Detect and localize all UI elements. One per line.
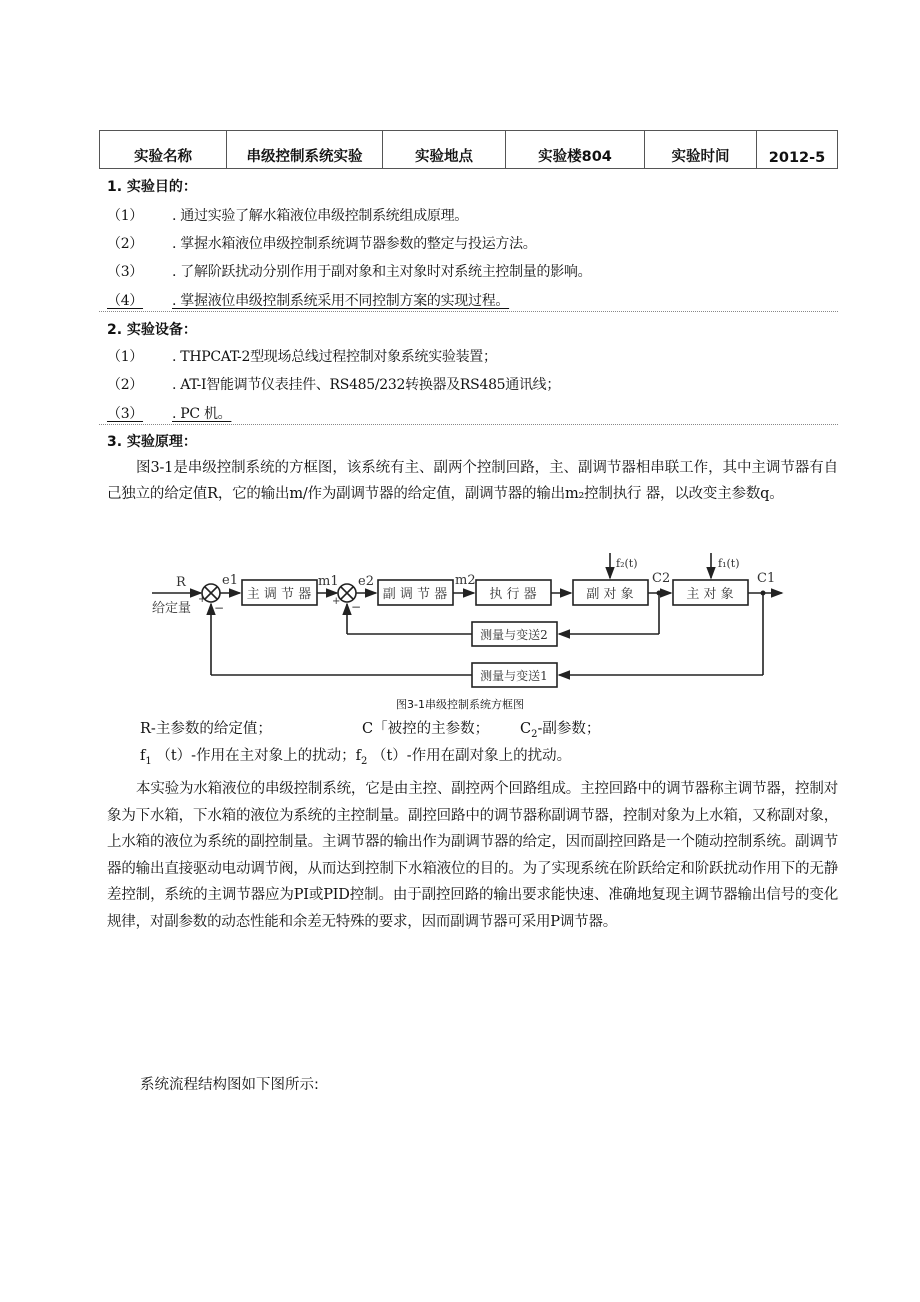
svg-text:+: + xyxy=(332,596,341,607)
e1-label: e1 xyxy=(222,573,238,588)
label-experiment-name: 实验名称 xyxy=(100,131,227,169)
m2-label: m2 xyxy=(455,573,476,588)
item-number: （4） xyxy=(107,293,144,309)
m1-label: m1 xyxy=(318,574,339,589)
principle-body-paragraph xyxy=(107,776,838,935)
legend-line-2: $f_1$ （t）-作用在主对象上的扰动；$f_2$ （t）-作用在副对象上的扰动。 xyxy=(140,748,572,767)
item-text: . THPCAT-2型现场总线过程控制对象系统实验装置； xyxy=(172,349,497,365)
section-title-equipment: 2. 实验设备： xyxy=(107,322,197,338)
item-text: . 通过实验了解水箱液位串级控制系统组成原理。 xyxy=(172,208,468,224)
item-number: （1） xyxy=(107,349,144,365)
section-divider xyxy=(99,311,838,312)
block-main-object: 主 对 象 xyxy=(686,587,734,602)
svg-text:−: − xyxy=(351,600,362,614)
c1-label: C1 xyxy=(757,571,776,586)
input-label: R xyxy=(176,575,186,590)
section-divider xyxy=(99,424,838,425)
block-transmitter-1: 测量与变送1 xyxy=(480,669,548,683)
f1-label: f₁(t) xyxy=(718,557,740,570)
svg-text:+: + xyxy=(198,594,207,605)
block-sub-controller: 副 调 节 器 xyxy=(382,587,448,602)
section-title-principle: 3. 实验原理： xyxy=(107,434,197,450)
input-caption: 给定量 xyxy=(152,601,192,616)
block-actuator: 执 行 器 xyxy=(489,587,537,602)
item-text: . 掌握液位串级控制系统采用不同控制方案的实现过程。 xyxy=(172,293,510,309)
section-title-purpose: 1. 实验目的： xyxy=(107,179,197,195)
value-experiment-time: 2012-5 xyxy=(757,131,838,169)
value-experiment-name: 串级控制系统实验 xyxy=(227,131,383,169)
value-experiment-location: 实验楼804 xyxy=(506,131,645,169)
flow-diagram-intro: 系统流程结构图如下图所示: xyxy=(140,1077,319,1093)
item-number: （3） xyxy=(107,264,144,280)
c2-label: C2 xyxy=(652,571,671,586)
legend-line-1: R-主参数的给定值； C「被控的主参数； $C_2-$副参数； xyxy=(140,721,601,740)
svg-text:−: − xyxy=(214,601,225,615)
block-transmitter-2: 测量与变送2 xyxy=(480,628,548,642)
label-experiment-location: 实验地点 xyxy=(383,131,506,169)
e2-label: e2 xyxy=(358,574,374,589)
item-text: . PC 机。 xyxy=(172,406,232,422)
item-number: （1） xyxy=(107,208,144,224)
cascade-control-block-diagram xyxy=(0,540,920,700)
item-number: （2） xyxy=(107,377,144,393)
label-experiment-time: 实验时间 xyxy=(645,131,757,169)
figure-caption: 图3-1串级控制系统方框图 xyxy=(396,698,524,711)
experiment-info-table xyxy=(99,130,838,169)
item-text: . AT-I智能调节仪表挂件、RS485/232转换器及RS485通讯线； xyxy=(172,377,561,393)
block-main-controller: 主 调 节 器 xyxy=(246,587,312,602)
paragraph-text: 图3-1是串级控制系统的方框图，该系统有主、副两个控制回路，主、副调节器相串联工作，其中主调节器有自己独立的给定值R，它的输出m/作为副调节器的给定值，副调节器的输出m₂控制执行 器，以改变主参数q。 xyxy=(107,460,838,502)
f2-label: f₂(t) xyxy=(616,557,638,570)
item-text: . 掌握水箱液位串级控制系统调节器参数的整定与投运方法。 xyxy=(172,236,537,252)
paragraph-text: 本实验为水箱液位的串级控制系统，它是由主控、副控两个回路组成。主控回路中的调节器称主调节器，控制对象为下水箱，下水箱的液位为系统的主控制量。副控回路中的调节器称副调节器，控制对象为上水箱，又称副对象，上水箱的液位为系统的副控制量。主调节器的输出作为副调节器的给定，因而副控回路是一个随动控制系统。副调节器的输出直接驱动电动调节阀，从而达到控制下水箱液位的目的。为了实现系统在阶跃给定和阶跃扰动作用下的无静差控制，系统的主调节器应为PI或PID控制。由于副控回路的输出要求能快速、准确地复现主调节器输出信号的变化规律，对副参数的动态性能和余差无特殊的要求，因而副调节器可采用P调节器。 xyxy=(107,781,838,930)
item-text: . 了解阶跃扰动分别作用于副对象和主对象时对系统主控制量的影响。 xyxy=(172,264,592,280)
item-number: （2） xyxy=(107,236,144,252)
principle-intro-paragraph xyxy=(107,456,838,507)
block-sub-object: 副 对 象 xyxy=(586,587,634,602)
item-number: （3） xyxy=(107,406,144,422)
